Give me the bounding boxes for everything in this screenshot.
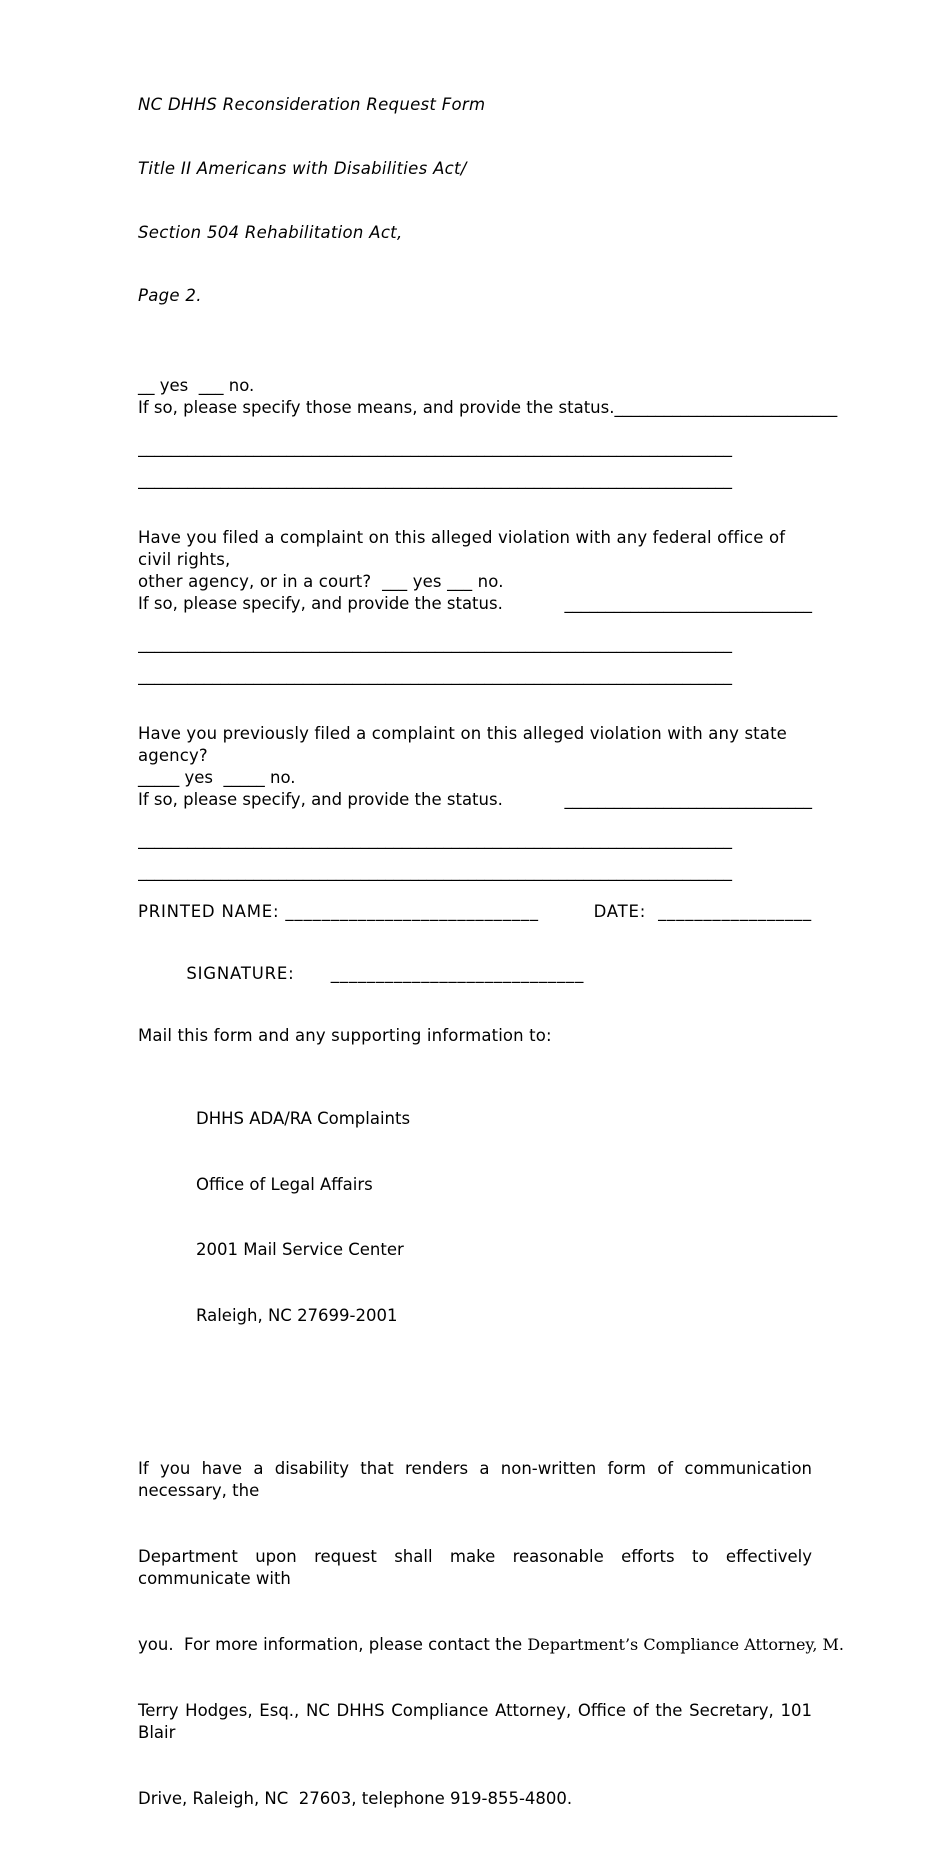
printed-name-field[interactable]: PRINTED NAME: ____________________________ <box>138 901 539 921</box>
section-means-of-communication <box>138 375 838 491</box>
header-line-section-504: Section 504 Rehabilitation Act, <box>138 222 403 242</box>
signature-row <box>138 941 812 1007</box>
header-line-page-number: Page 2. <box>138 286 202 306</box>
state-complaint-specify-row <box>138 789 812 811</box>
answer-rule-2b[interactable]: ________________________________________________________________________ <box>138 665 732 685</box>
accessibility-notice-line3-part1: you. For more information, please contact the <box>138 1635 528 1654</box>
accessibility-notice-line1: If you have a disability that renders a non-written form of communication necessary, the <box>138 1459 818 1500</box>
accessibility-notice-line5: Drive, Raleigh, NC 27603, telephone 919-855-4800. <box>138 1789 573 1808</box>
accessibility-notice-line3-part2: Department’s Compliance Attorney, M. <box>527 1635 844 1654</box>
document-body <box>138 52 844 1854</box>
yes-no-checkline-3[interactable]: _____ yes _____ no. <box>138 767 296 787</box>
mailing-address <box>196 1065 812 1370</box>
address-line-2: Office of Legal Affairs <box>196 1174 373 1194</box>
signature-section <box>138 901 812 1007</box>
specify-means-prompt: If so, please specify those means, and provide the status. <box>138 397 615 417</box>
accessibility-notice-line4: Terry Hodges, Esq., NC DHHS Compliance Attorney, Office of the Secretary, 101 Blair <box>138 1701 818 1742</box>
accessibility-notice-line3 <box>138 1634 844 1656</box>
signature-label: SIGNATURE: <box>186 963 295 983</box>
signature-blank[interactable]: ____________________________ <box>330 963 585 983</box>
answer-rule-2a[interactable]: ________________________________________________________________________ <box>138 633 732 653</box>
header-line-form-title: NC DHHS Reconsideration Request Form <box>138 95 486 115</box>
specify-means-row <box>138 397 838 419</box>
accessibility-notice <box>138 1414 844 1854</box>
federal-complaint-prompt: If so, please specify, and provide the status. <box>138 593 503 613</box>
yes-no-checkline-1[interactable]: __ yes ___ no. <box>138 375 255 395</box>
date-field[interactable]: DATE: _________________ <box>593 901 812 921</box>
answer-rule-1a[interactable]: ________________________________________________________________________ <box>138 437 732 457</box>
specify-means-blank[interactable]: ___________________________ <box>614 397 838 417</box>
section-federal-complaint <box>138 527 812 687</box>
header-line-title-ii: Title II Americans with Disabilities Act/ <box>138 159 467 179</box>
federal-complaint-blank[interactable]: ______________________________ <box>564 593 812 613</box>
accessibility-notice-line2: Department upon request shall make reasonable efforts to effectively communicate with <box>138 1547 818 1588</box>
printed-name-row <box>138 901 812 923</box>
address-line-3: 2001 Mail Service Center <box>196 1240 404 1260</box>
state-complaint-prompt: If so, please specify, and provide the status. <box>138 789 503 809</box>
state-complaint-blank[interactable]: ______________________________ <box>564 789 812 809</box>
answer-rule-3b[interactable]: ________________________________________________________________________ <box>138 861 732 881</box>
answer-rule-1b[interactable]: ________________________________________________________________________ <box>138 469 732 489</box>
federal-complaint-question-line1: Have you filed a complaint on this alleged violation with any federal office of civil rights, <box>138 527 791 569</box>
federal-complaint-question-line2[interactable]: other agency, or in a court? ___ yes ___ no. <box>138 571 504 591</box>
answer-rule-3a[interactable]: ________________________________________________________________________ <box>138 829 732 849</box>
address-line-1: DHHS ADA/RA Complaints <box>196 1109 411 1129</box>
state-complaint-question-line1: Have you previously filed a complaint on this alleged violation with any state agency? <box>138 723 793 765</box>
form-header <box>138 52 812 349</box>
section-state-complaint <box>138 723 812 883</box>
mailing-intro: Mail this form and any supporting information to: <box>138 1025 552 1045</box>
address-line-4: Raleigh, NC 27699-2001 <box>196 1305 398 1325</box>
federal-complaint-specify-row <box>138 593 812 615</box>
